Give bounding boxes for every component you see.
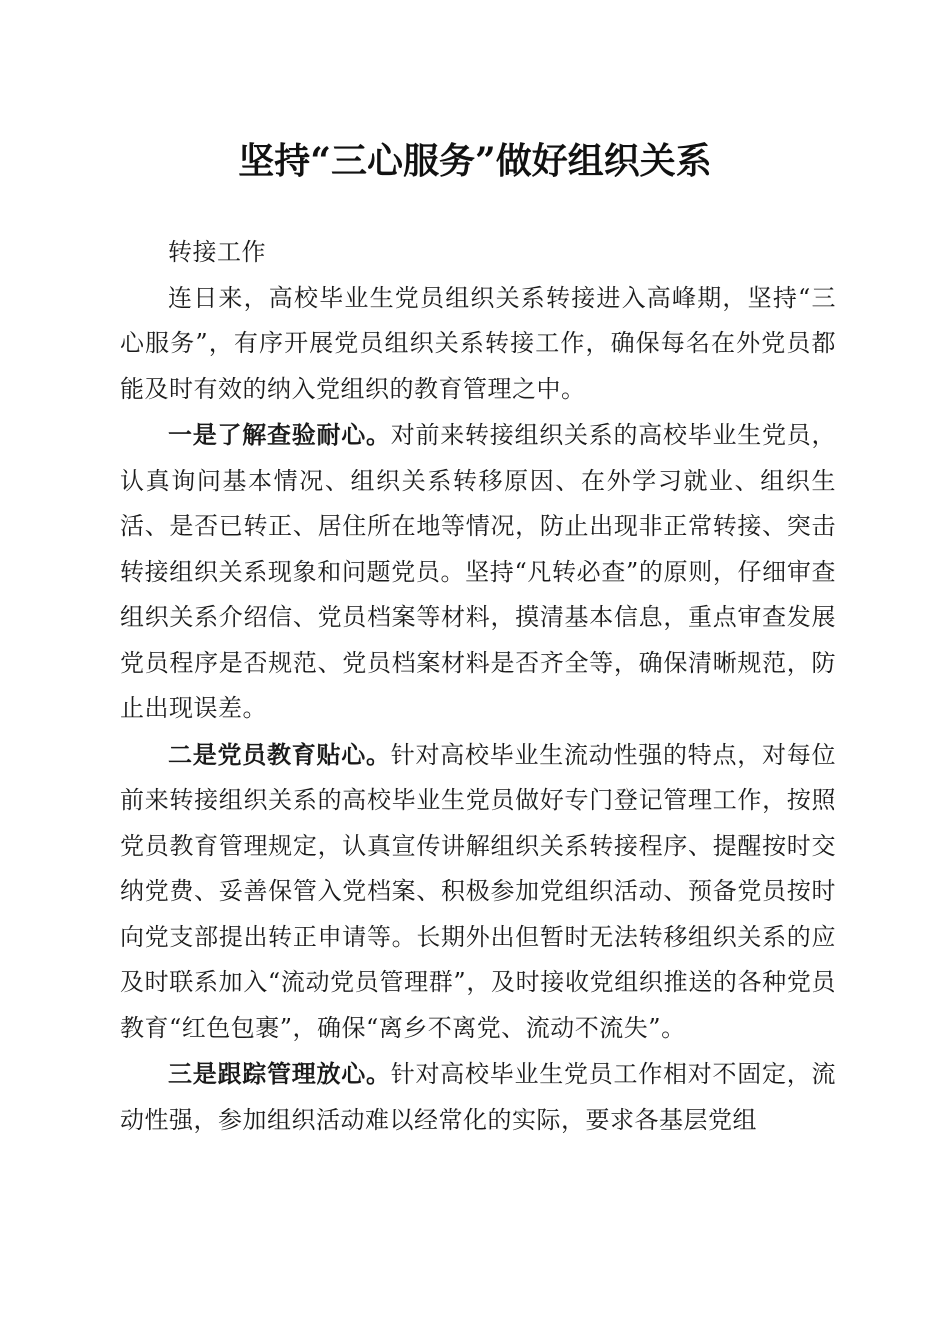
section-text-3: 针对高校毕业生党员工作相对不固定，流动性强，参加组织活动难以经常化的实际，要求各基层党组 bbox=[120, 1060, 836, 1134]
document-body bbox=[120, 230, 836, 1143]
subtitle-paragraph: 转接工作 bbox=[168, 238, 266, 266]
intro-paragraph: 连日来，高校毕业生党员组织关系转接进入高峰期，坚持“三心服务”，有序开展党员组织关系转接工作，确保每名在外党员都能及时有效的纳入党组织的教育管理之中。 bbox=[120, 283, 836, 403]
section-text-2: 针对高校毕业生流动性强的特点，对每位前来转接组织关系的高校毕业生党员做好专门登记管理工作，按照党员教育管理规定，认真宣传讲解组织关系转接程序、提醒按时交纳党费、妥善保管入党档案、积极参加党组织活动、预备党员按时向党支部提出转正申请等。长期外出但暂时无法转移组织关系的应及时联系加入“流动党员管理群”，及时接收党组织推送的各种党员教育“红色包裹”，确保“离乡不离党、流动不流失”。 bbox=[120, 740, 836, 1042]
section-paragraph-1 bbox=[120, 412, 836, 732]
section-text-1: 对前来转接组织关系的高校毕业生党员，认真询问基本情况、组织关系转移原因、在外学习就业、组织生活、是否已转正、居住所在地等情况，防止出现非正常转接、突击转接组织关系现象和问题党员。坚持“凡转必查”的原则，仔细审查组织关系介绍信、党员档案等材料，摸清基本信息，重点审查发展党员程序是否规范、党员档案材料是否齐全等，确保清晰规范，防止出现误差。 bbox=[120, 421, 836, 722]
section-lead-1: 一是了解查验耐心。 bbox=[168, 420, 391, 449]
section-lead-2: 二是党员教育贴心。 bbox=[168, 739, 391, 769]
section-paragraph-2 bbox=[120, 732, 836, 1052]
document-title: 坚持“三心服务”做好组织关系 bbox=[238, 140, 712, 182]
section-lead-3: 三是跟踪管理放心。 bbox=[168, 1059, 391, 1088]
section-paragraph-3 bbox=[120, 1051, 836, 1143]
